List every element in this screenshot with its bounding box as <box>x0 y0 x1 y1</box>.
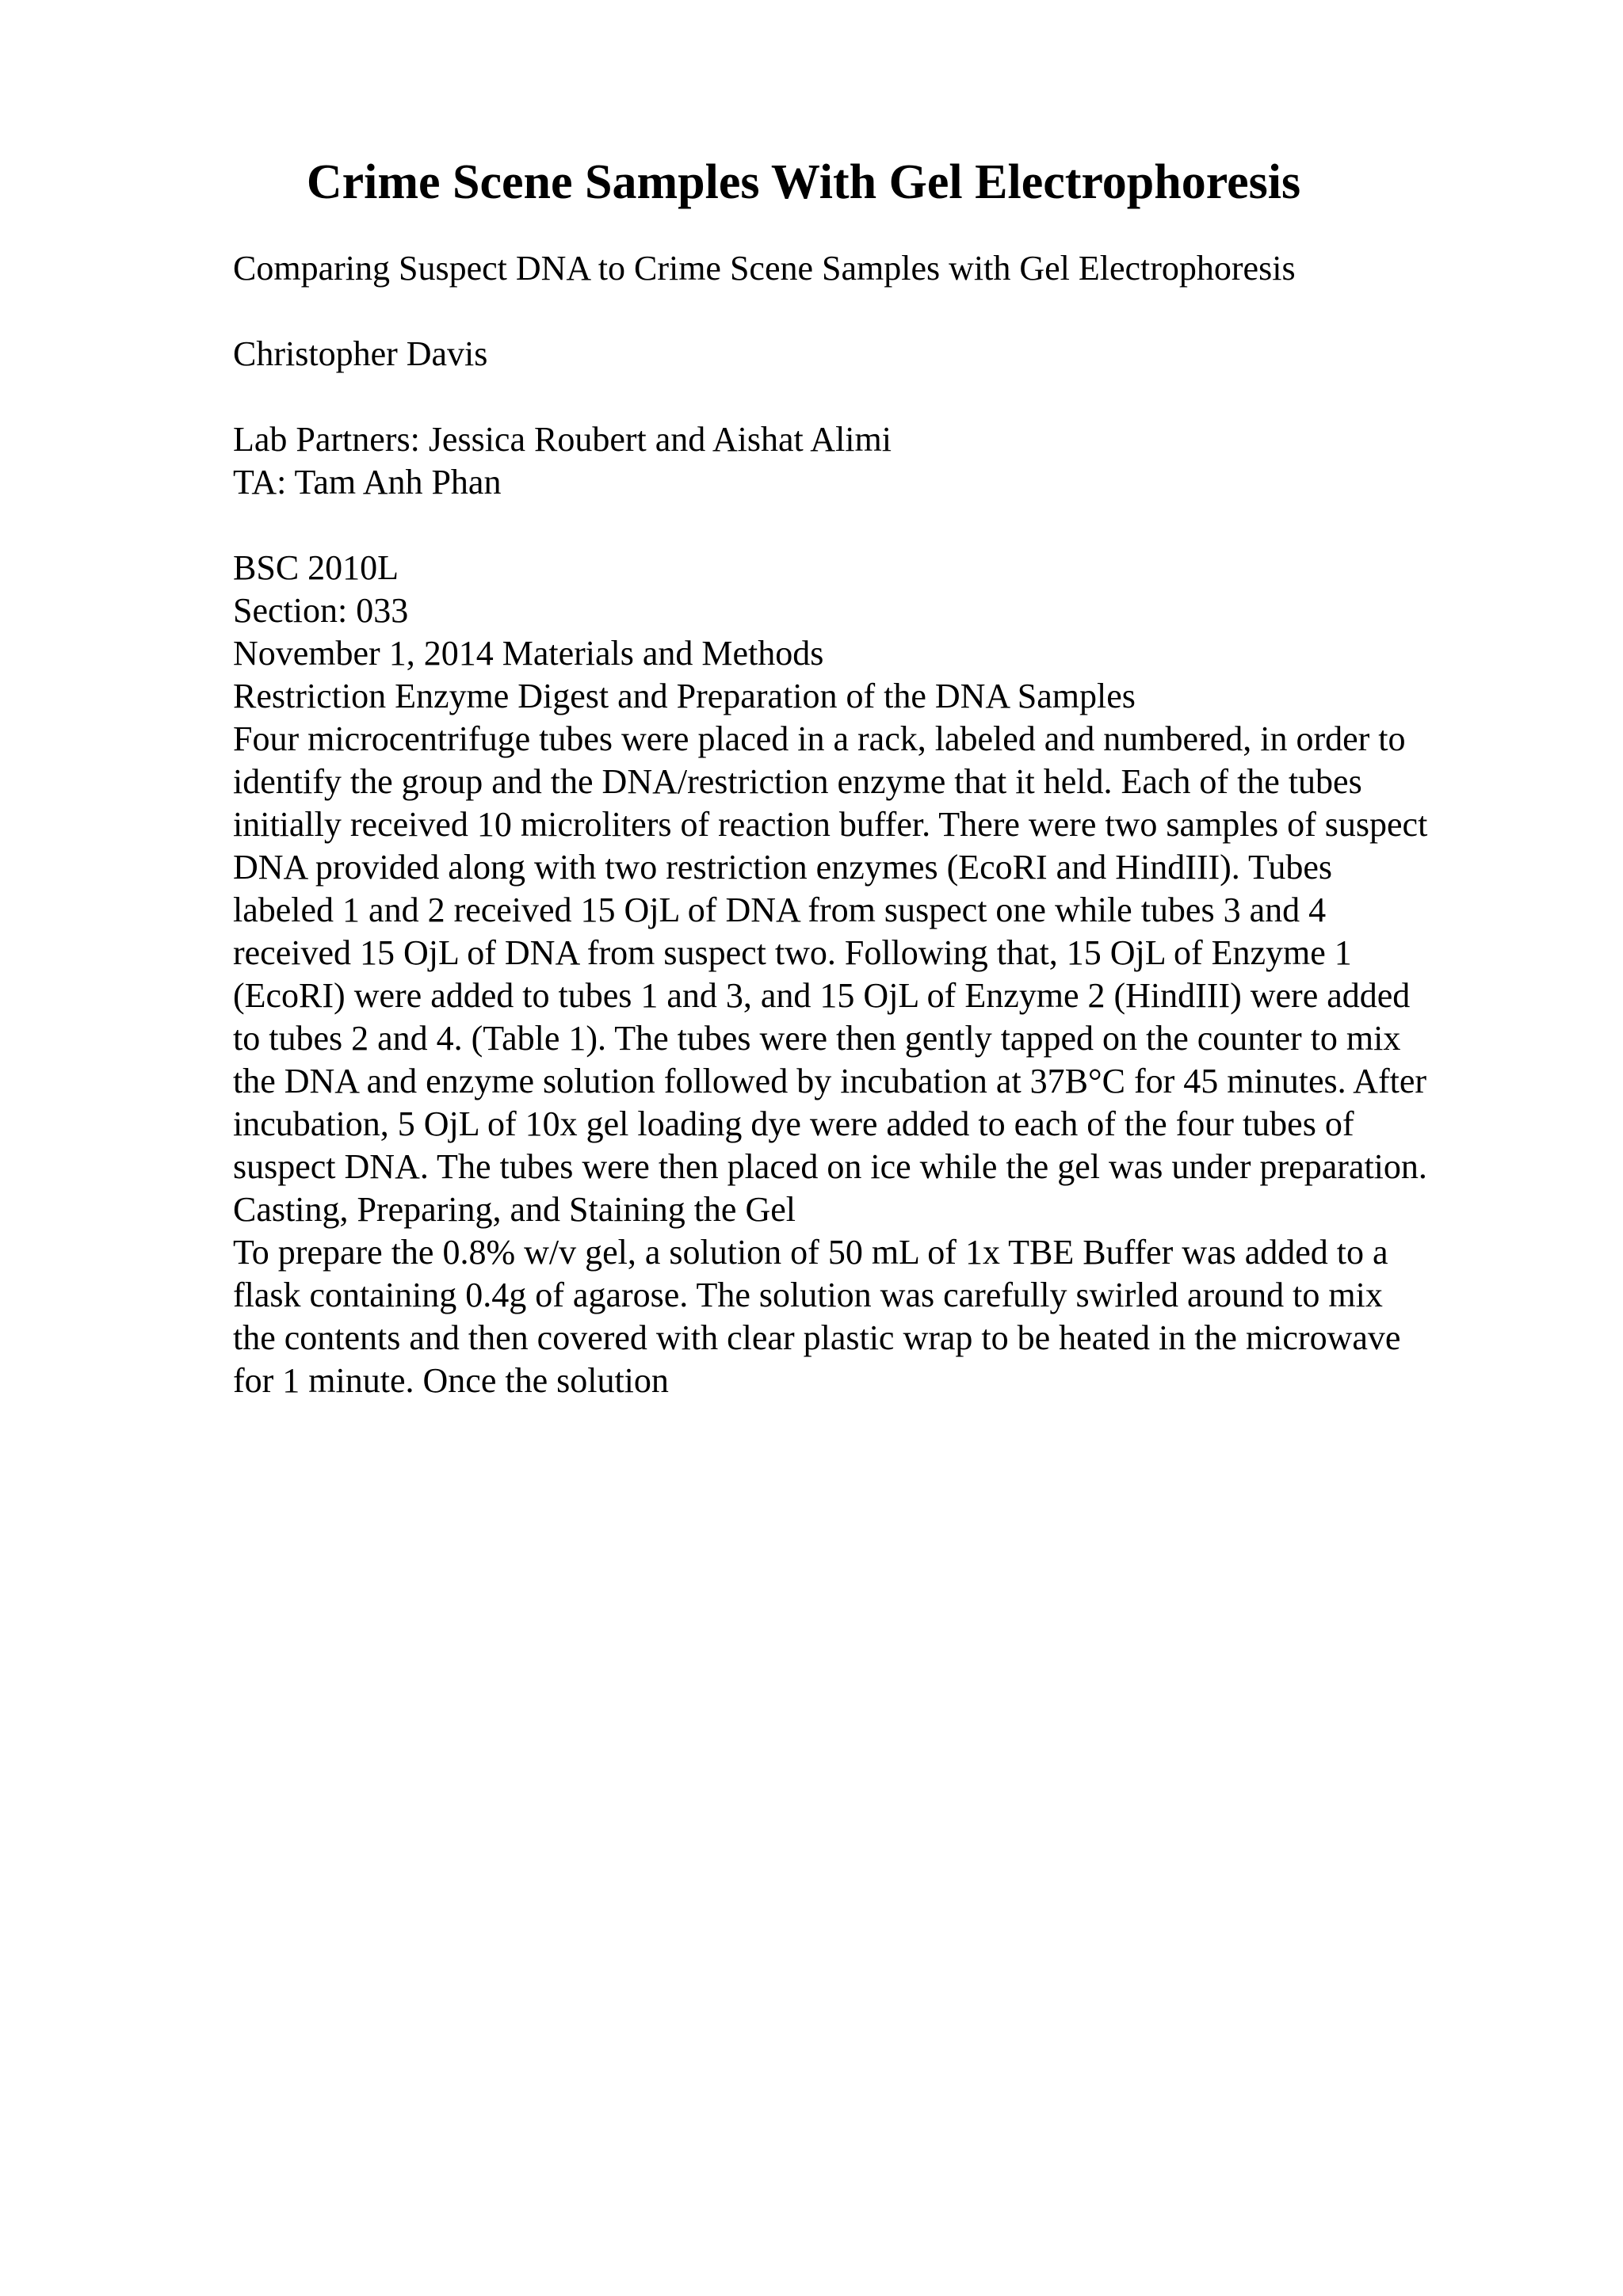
teaching-assistant: TA: Tam Anh Phan <box>233 463 502 502</box>
paragraph-line: suspect DNA. The tubes were then placed on ice while the gel was under preparation. <box>233 1147 1427 1186</box>
paragraph-gel-casting <box>233 1231 1517 1402</box>
paragraph-line: To prepare the 0.8% w/v gel, a solution of 50 mL of 1x TBE Buffer was added to a <box>233 1233 1388 1272</box>
heading-restriction-digest: Restriction Enzyme Digest and Preparation of the DNA Samples <box>233 677 1136 715</box>
spacer <box>233 290 1517 333</box>
paragraph-line: the DNA and enzyme solution followed by incubation at 37B°C for 45 minutes. After <box>233 1062 1427 1100</box>
spacer <box>233 376 1517 418</box>
course-code: BSC 2010L <box>233 548 399 587</box>
section-number: Section: 033 <box>233 591 409 630</box>
lab-partners: Lab Partners: Jessica Roubert and Aishat Alimi <box>233 420 892 459</box>
document-body <box>233 247 1517 1402</box>
document-title: Crime Scene Samples With Gel Electrophoresis <box>306 155 1301 209</box>
paragraph-line: identify the group and the DNA/restriction enzyme that it held. Each of the tubes <box>233 762 1362 801</box>
paragraph-line: labeled 1 and 2 received 15 OjL of DNA from suspect one while tubes 3 and 4 <box>233 891 1327 929</box>
paragraph-line: initially received 10 microliters of reaction buffer. There were two samples of suspect <box>233 805 1428 844</box>
paragraph-line: DNA provided along with two restriction enzymes (EcoRI and HindIII). Tubes <box>233 848 1332 887</box>
date-heading: November 1, 2014 Materials and Methods <box>233 634 824 673</box>
spacer <box>233 504 1517 547</box>
paragraph-line: (EcoRI) were added to tubes 1 and 3, and 15 OjL of Enzyme 2 (HindIII) were added <box>233 976 1411 1015</box>
subtitle: Comparing Suspect DNA to Crime Scene Samples with Gel Electrophoresis <box>233 249 1296 288</box>
paragraph-line: for 1 minute. Once the solution <box>233 1361 669 1400</box>
paragraph-line: incubation, 5 OjL of 10x gel loading dye were added to each of the four tubes of <box>233 1104 1354 1143</box>
author-name: Christopher Davis <box>233 334 488 373</box>
heading-gel-casting: Casting, Preparing, and Staining the Gel <box>233 1190 796 1229</box>
paragraph-line: the contents and then covered with clear plastic wrap to be heated in the microwave <box>233 1318 1401 1357</box>
paragraph-line: received 15 OjL of DNA from suspect two. Following that, 15 OjL of Enzyme 1 <box>233 933 1352 972</box>
paragraph-line: Four microcentrifuge tubes were placed in a rack, labeled and numbered, in order to <box>233 719 1406 758</box>
paragraph-restriction-digest <box>233 718 1517 1188</box>
paragraph-line: flask containing 0.4g of agarose. The solution was carefully swirled around to mix <box>233 1276 1383 1314</box>
paragraph-line: to tubes 2 and 4. (Table 1). The tubes were then gently tapped on the counter to mix <box>233 1019 1401 1058</box>
